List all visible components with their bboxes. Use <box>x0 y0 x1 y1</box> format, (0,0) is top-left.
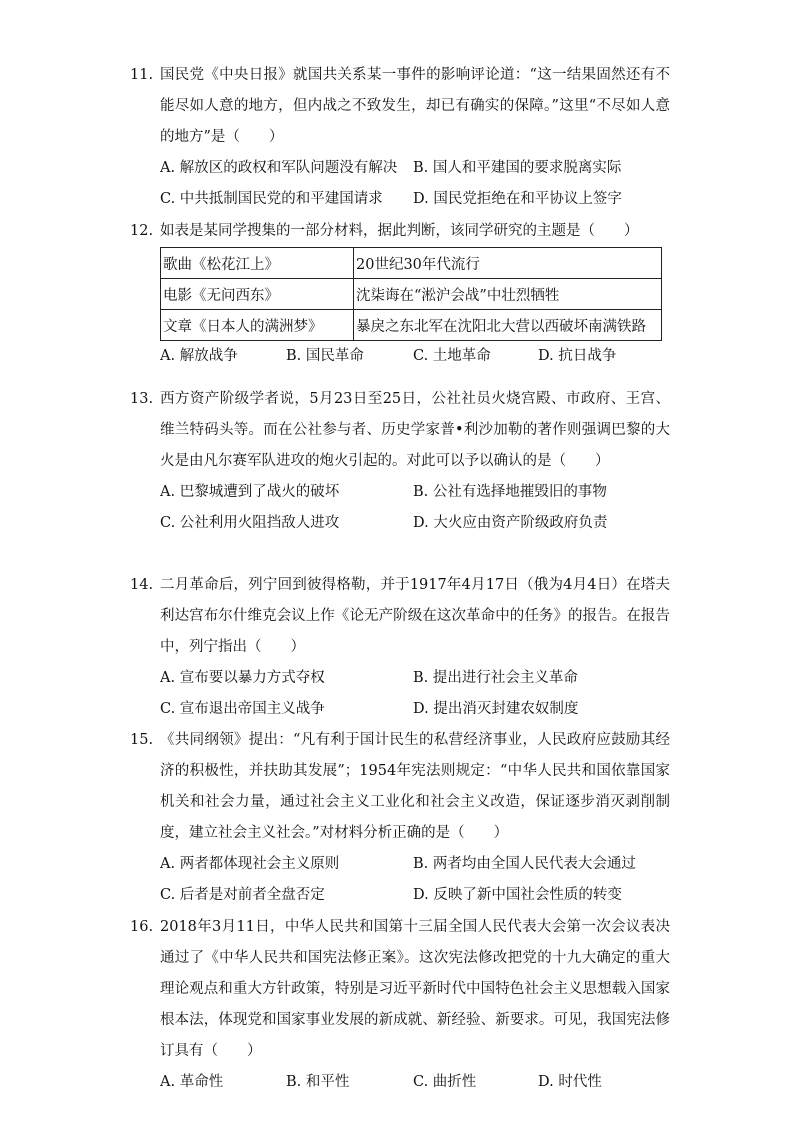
option-b: B. 公社有选择地摧毁旧的事物 <box>413 484 607 500</box>
question-text: 二月革命后，列宁回到彼得格勒，并于1917年4月17日（俄为4月4日）在塔夫利达宫布尔什维克会议上作《论无产阶级在这次革命中的任务》的报告。在报告中，列宁指出（ ） <box>160 577 670 655</box>
option-a: A. 解放区的政权和军队问题没有解决 <box>160 160 398 176</box>
option-c: C. 土地革命 <box>413 348 491 364</box>
question-number: 12. <box>130 223 154 239</box>
material-table <box>160 247 662 341</box>
table-cell: 20世纪30年代流行 <box>354 248 662 279</box>
question-text: 如表是某同学搜集的一部分材料，据此判断，该同学研究的主题是（ ） <box>160 223 639 239</box>
question-text: 西方资产阶级学者说，5月23日至25日，公社社员火烧宫殿、市政府、王宫、维兰特码头等。而在公社参与者、历史学家普•利沙加勒的著作则强调巴黎的大火是由凡尔赛军队进攻的炮火引起的。对此可以予以确认的是（ ） <box>160 391 670 469</box>
option-b: B. 国民革命 <box>286 348 364 364</box>
table-cell: 暴戾之东北军在沈阳北大营以西破坏南满铁路 <box>354 310 662 341</box>
table-cell: 歌曲《松花江上》 <box>161 248 354 279</box>
question-16 <box>130 912 670 1098</box>
question-number: 15. <box>130 732 154 748</box>
question-number: 16. <box>130 919 154 935</box>
option-a: A. 宣布要以暴力方式夺权 <box>160 670 325 686</box>
table-cell: 文章《日本人的满洲梦》 <box>161 310 354 341</box>
question-11 <box>130 60 670 215</box>
option-a: A. 两者都体现社会主义原则 <box>160 856 340 872</box>
question-15 <box>130 725 670 911</box>
option-b: B. 国人和平建国的要求脱离实际 <box>413 160 622 176</box>
option-c: C. 公社利用火阻挡敌人进攻 <box>160 515 340 531</box>
option-d: D. 时代性 <box>538 1074 602 1090</box>
option-c: C. 中共抵制国民党的和平建国请求 <box>160 191 383 207</box>
question-number: 13. <box>130 391 154 407</box>
option-a: A. 革命性 <box>160 1074 224 1090</box>
option-d: D. 反映了新中国社会性质的转变 <box>413 887 622 903</box>
question-number: 11. <box>130 67 154 83</box>
question-14 <box>130 570 670 725</box>
option-b: B. 和平性 <box>286 1074 350 1090</box>
option-b: B. 两者均由全国人民代表大会通过 <box>413 856 636 872</box>
options <box>160 153 670 215</box>
question-number: 14. <box>130 577 154 593</box>
option-c: C. 后者是对前者全盘否定 <box>160 887 325 903</box>
option-a: A. 解放战争 <box>160 348 238 364</box>
option-b: B. 提出进行社会主义革命 <box>413 670 578 686</box>
options <box>160 1067 670 1098</box>
question-text: 《共同纲领》提出：“凡有利于国计民生的私营经济事业，人民政府应鼓励其经济的积极性，并扶助其发展”；1954年宪法则规定：“中华人民共和国依靠国家机关和社会力量，通过社会主义工业化和社会主义改造，保证逐步消灭剥削制度，建立社会主义社会。”对材料分析正确的是（ ） <box>160 732 670 841</box>
question-text: 2018年3月11日，中华人民共和国第十三届全国人民代表大会第一次会议表决通过了《中华人民共和国宪法修正案》。这次宪法修改把党的十九大确定的重大理论观点和重大方针政策，特别是习近平新时代中国特色社会主义思想载入国家根本法，体现党和国家事业发展的新成就、新经验、新要求。可见，我国宪法修订具有（ ） <box>160 919 670 1059</box>
option-d: D. 国民党拒绝在和平协议上签字 <box>413 191 622 207</box>
options <box>160 341 670 372</box>
question-13 <box>130 384 670 539</box>
option-c: C. 曲折性 <box>413 1074 477 1090</box>
question-12 <box>130 216 670 372</box>
question-text: 国民党《中央日报》就国共关系某一事件的影响评论道：“这一结果固然还有不能尽如人意的地方，但内战之不致发生，却已有确实的保障。”这里“不尽如人意的地方”是（ ） <box>160 67 670 145</box>
option-a: A. 巴黎城遭到了战火的破坏 <box>160 484 340 500</box>
options <box>160 663 670 725</box>
table-cell: 沈柒诲在“淞沪会战”中壮烈牺牲 <box>354 279 662 310</box>
option-c: C. 宣布退出帝国主义战争 <box>160 701 325 717</box>
option-d: D. 大火应由资产阶级政府负责 <box>413 515 608 531</box>
option-d: D. 抗日战争 <box>538 348 617 364</box>
options <box>160 849 670 911</box>
table-row <box>161 310 662 341</box>
options <box>160 477 670 539</box>
table-cell: 电影《无问西东》 <box>161 279 354 310</box>
table-row <box>161 279 662 310</box>
table-row <box>161 248 662 279</box>
option-d: D. 提出消灭封建农奴制度 <box>413 701 579 717</box>
